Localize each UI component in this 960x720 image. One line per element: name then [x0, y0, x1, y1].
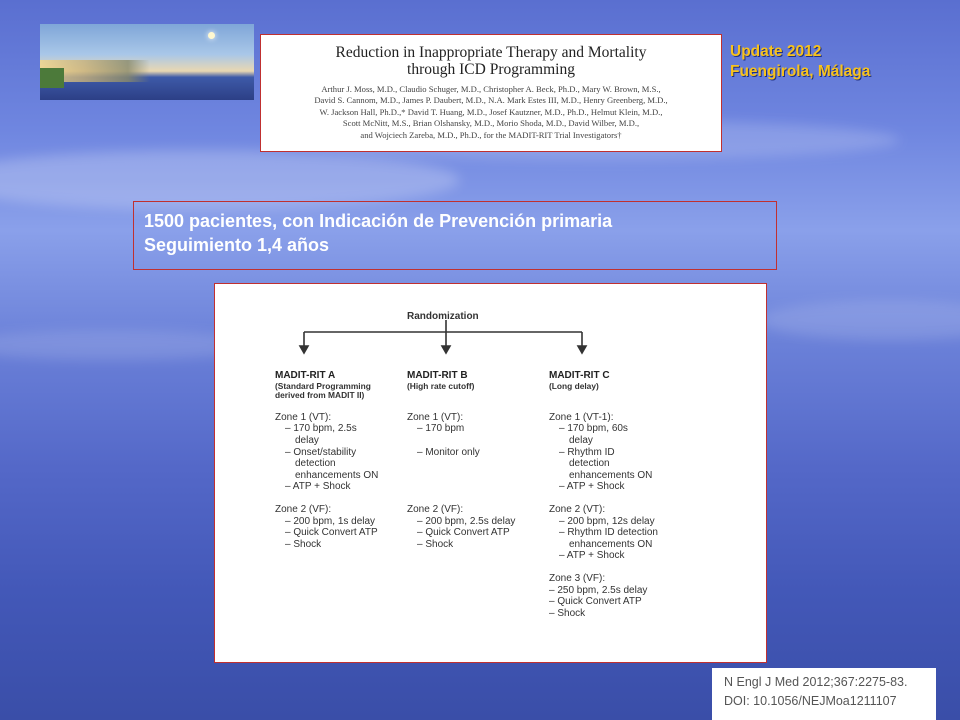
zone-title: Zone 1 (VT): [275, 411, 332, 423]
article-title: Reduction in Inappropriate Therapy and Mortality through ICD Programming [335, 44, 647, 78]
summary-box [133, 201, 777, 270]
article-authors: Arthur J. Moss, M.D., Claudio Schuger, M.D., Christopher A. Beck, Ph.D., Mary W. Brown, M.S., David S. Cannom, M.D., James P. Daubert, M.D., N.A. Mark Estes III, M.D., Henry Greenberg, M.D., W. Jackson Hall, Ph.D.,* David T. Huang, M.D., Josef Kautzner, M.D., Ph.D., Helmut Klein, M.D., Scott McNitt, M.S., Brian Olshansky, M.D., Morio Shoda, M.D., David Wilber, M.D., and Wojciech Zareba, M.D., Ph.D., for the MADIT-RIT Trial Investigators† [314, 84, 668, 140]
arm-title: MADIT-RIT A [275, 370, 336, 381]
zone-title: Zone 1 (VT-1): [549, 411, 614, 423]
citation-box [712, 668, 936, 720]
zone-title: Zone 1 (VT): [407, 411, 464, 423]
randomization-label: Randomization [407, 311, 479, 322]
arm-title: MADIT-RIT C [549, 370, 610, 381]
zone-title: Zone 2 (VF): [275, 503, 332, 515]
citation-line: N Engl J Med 2012;367:2275-83. [724, 675, 908, 689]
zone-title: Zone 3 (VF): [549, 572, 606, 584]
arm-b: MADIT-RIT B (High rate cutoff) Zone 1 (VT): – 170 bpm – Monitor only Zone 2 (VF): – 200 bpm, 2.5s delay – Quick Convert ATP – Shock [407, 370, 537, 550]
arm-title: MADIT-RIT B [407, 370, 468, 381]
arm-a: MADIT-RIT A (Standard Programming derived from MADIT II) Zone 1 (VT): – 170 bpm, 2.5s delay – Onset/stability detection enhancements ON – ATP + Shock Zone 2 (VF): – 200 bpm, 1s delay – Quick Convert ATP – Shock [275, 370, 405, 550]
zone-title: Zone 2 (VT): [549, 503, 606, 515]
arm-c: MADIT-RIT C (Long delay) Zone 1 (VT-1): – 170 bpm, 60s delay – Rhythm ID detection enhancements ON – ATP + Shock Zone 2 (VT): – 200 bpm, 12s delay – Rhythm ID detection enhancements ON – ATP + Shock Zone 3 (VF): – 250 bpm, 2.5s delay – Quick Convert ATP – Shock [549, 370, 689, 619]
randomization-diagram [214, 283, 767, 663]
summary-line: Seguimiento 1,4 años [144, 235, 330, 255]
citation-line: DOI: 10.1056/NEJMoa1211107 [724, 694, 897, 708]
zone-title: Zone 2 (VF): [407, 503, 464, 515]
beach-photo [40, 24, 254, 100]
update-label: Update 2012 Fuengirola, Málaga [730, 43, 871, 80]
article-header [260, 34, 722, 152]
summary-line: 1500 pacientes, con Indicación de Prevención primaria [144, 211, 613, 231]
